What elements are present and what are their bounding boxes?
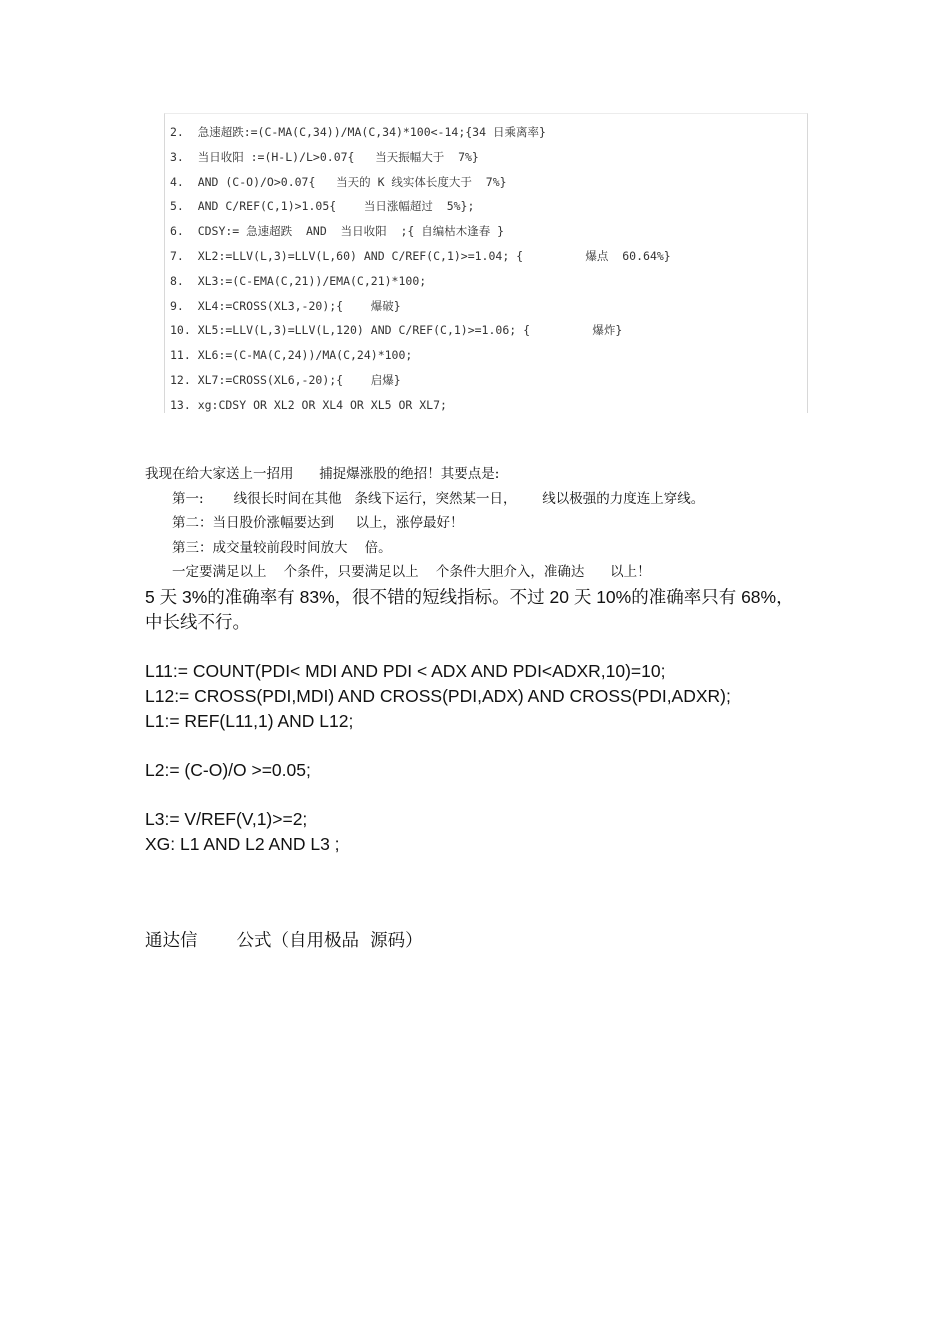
formula-line: XG: L1 AND L2 AND L3 ; [145,833,340,854]
section-heading: 通达信 公式（自用极品 源码） [145,930,423,951]
conditions-note: 一定要满足以上 个条件，只要满足以上 个条件大胆介入，准确达 以上！ [172,564,651,580]
intro-paragraph: 我现在给大家送上一招用 捕捉爆涨股的绝招！其要点是: [145,466,500,482]
code-line: 8. XL3:=(C-EMA(C,21))/EMA(C,21)*100; [170,273,427,288]
code-line: 6. CDSY:= 急速超跌 AND 当日收阳 ;{ 自编枯木逢春 } [170,224,505,239]
accuracy-stats: 5 天 3%的准确率有 83%，很不错的短线指标。不过 20 天 10%的准确率只有 68%，中长线不行。 [145,586,794,632]
formula-line: L2:= (C-O)/O >=0.05; [145,759,311,780]
code-line: 3. 当日收阳 :=(H-L)/L>0.07{ 当天振幅大于 7%} [170,149,479,164]
code-line: 4. AND (C-O)/O>0.07{ 当天的 K 线实体长度大于 7%} [170,174,507,189]
code-block [164,113,808,413]
code-line: 5. AND C/REF(C,1)>1.05{ 当日涨幅超过 5%}; [170,199,475,214]
spacer [145,635,810,659]
code-line: 2. 急速超跌:=(C-MA(C,34))/MA(C,34)*100<-14;{34 日乘离率} [170,125,546,139]
code-line: 12. XL7:=CROSS(XL6,-20);{ 启爆} [170,372,401,387]
code-line: 7. XL2:=LLV(L,3)=LLV(L,60) AND C/REF(C,1)>=1.04; { 爆点 60.64%} [170,248,671,263]
code-line: 10. XL5:=LLV(L,3)=LLV(L,120) AND C/REF(C,1)>=1.06; { 爆炸} [170,323,623,338]
formula-line: L1:= REF(L11,1) AND L12; [145,710,354,731]
code-line: 9. XL4:=CROSS(XL3,-20);{ 爆破} [170,298,401,313]
code-line: 13. xg:CDSY OR XL2 OR XL4 OR XL5 OR XL7; [170,397,447,412]
code-line: 11. XL6:=(C-MA(C,24))/MA(C,24)*100; [170,348,413,363]
formula-line: L11:= COUNT(PDI< MDI AND PDI < ADX AND PDI<ADXR,10)=10; [145,660,666,681]
spacer [145,857,810,929]
spacer [145,783,810,807]
article-body [145,462,810,954]
formula-line: L12:= CROSS(PDI,MDI) AND CROSS(PDI,ADX) AND CROSS(PDI,ADXR); [145,685,731,706]
spacer [145,734,810,758]
point-one: 第一: 线很长时间在其他 条线下运行，突然某一日， 线以极强的力度连上穿线。 [172,490,705,507]
point-two: 第二：当日股价涨幅要达到 以上，涨停最好！ [172,515,464,531]
formula-line: L3:= V/REF(V,1)>=2; [145,808,308,829]
point-three: 第三：成交量较前段时间放大 倍。 [172,539,392,556]
